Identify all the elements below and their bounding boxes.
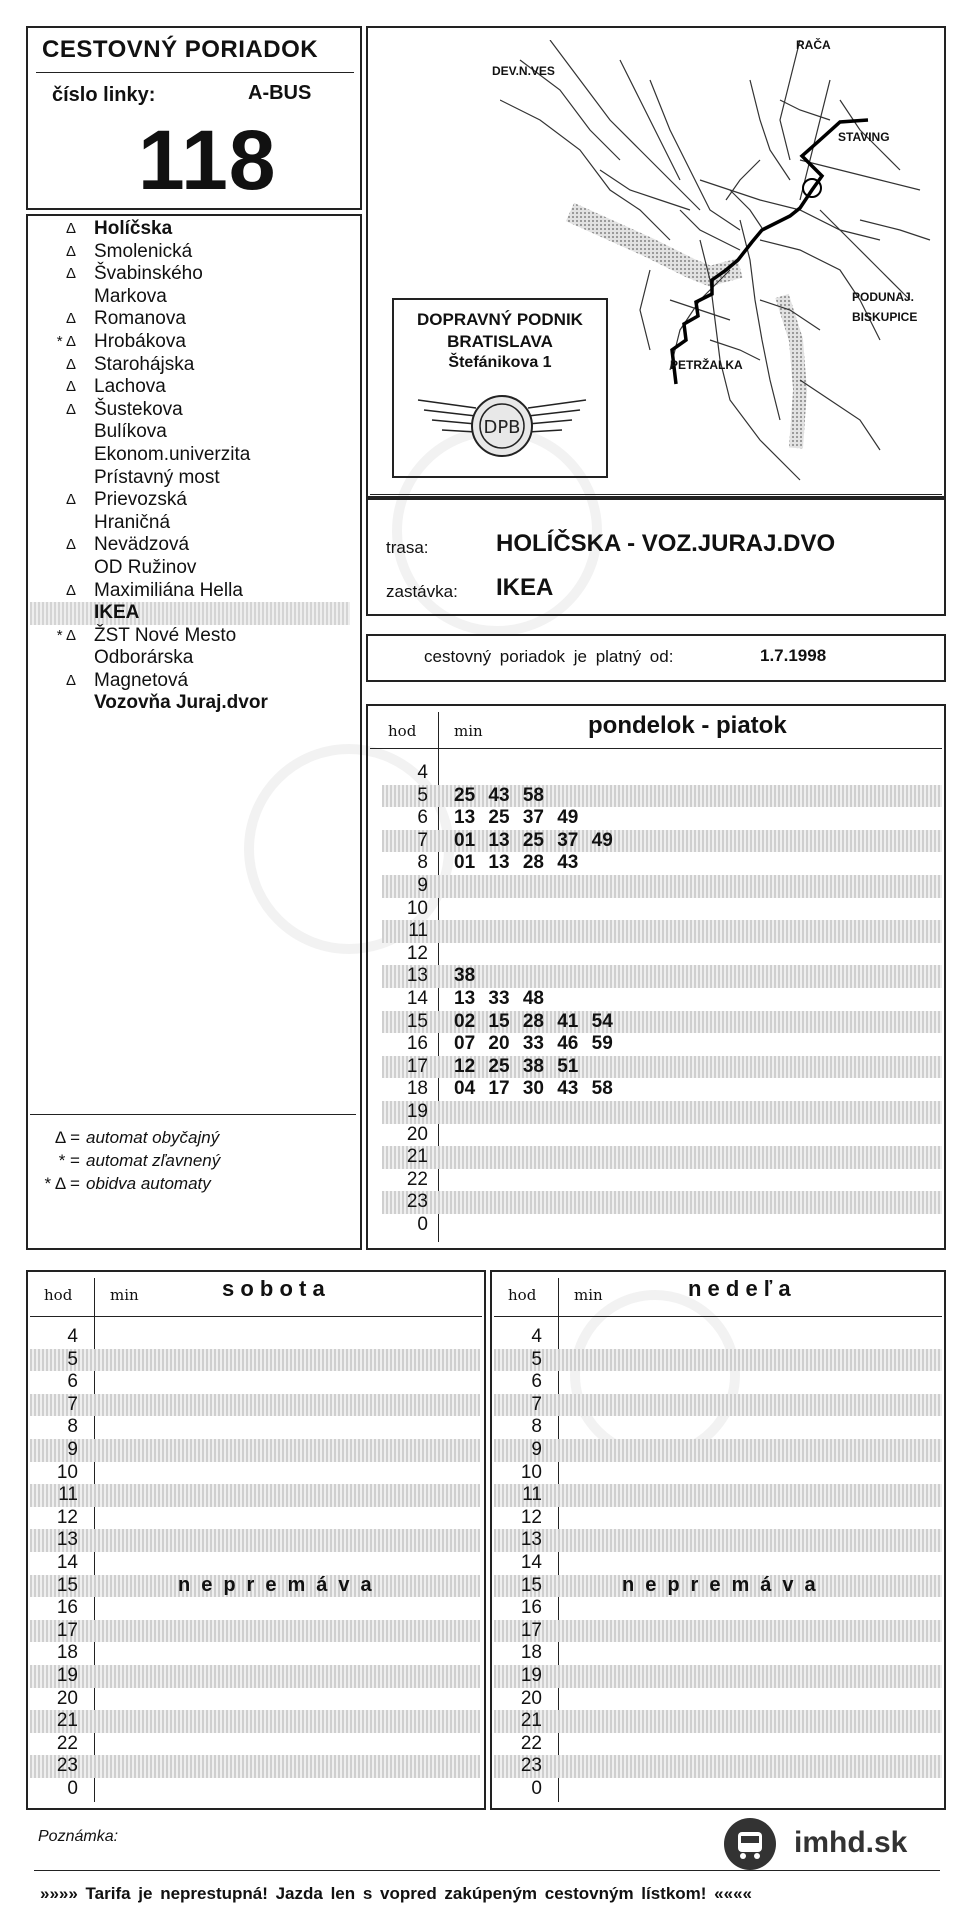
timetable-row bbox=[494, 1710, 942, 1733]
hour-cell: 6 bbox=[531, 1371, 542, 1393]
stop-name: Šustekova bbox=[94, 398, 183, 420]
weekday-head-line bbox=[370, 748, 942, 749]
timetable-row bbox=[494, 1484, 942, 1507]
header-divider bbox=[36, 72, 354, 73]
stop-symbol: Δ bbox=[65, 310, 76, 328]
timetable-row bbox=[494, 1755, 942, 1778]
stop-value: IKEA bbox=[496, 574, 554, 601]
timetable-row bbox=[382, 875, 942, 898]
timetable-row bbox=[494, 1326, 942, 1349]
stop-name: Markova bbox=[94, 285, 167, 307]
company-city: BRATISLAVA bbox=[447, 332, 553, 351]
hour-cell: 22 bbox=[56, 1732, 78, 1754]
sunday-min-label: min bbox=[574, 1286, 603, 1304]
stop-item bbox=[30, 331, 350, 354]
stop-item bbox=[30, 692, 350, 715]
timetable-row bbox=[382, 920, 942, 943]
hour-cell: 18 bbox=[56, 1642, 78, 1664]
stop-symbol: Δ bbox=[65, 220, 76, 237]
hour-cell: 20 bbox=[406, 1123, 428, 1145]
stop-symbol: * Δ bbox=[56, 332, 76, 350]
validity-label: cestovný poriadok je platný od: bbox=[424, 647, 674, 666]
hour-cell: 17 bbox=[56, 1619, 78, 1641]
stop-name: IKEA bbox=[94, 602, 140, 624]
hour-cell: 10 bbox=[406, 897, 428, 919]
stop-item bbox=[30, 354, 350, 377]
timetable-row bbox=[494, 1529, 942, 1552]
hour-cell: 0 bbox=[67, 1778, 78, 1799]
timetable-row bbox=[494, 1439, 942, 1462]
hour-cell: 7 bbox=[417, 829, 428, 851]
timetable-row bbox=[494, 1371, 942, 1394]
stop-name: Maximiliána Hella bbox=[94, 579, 243, 601]
weekday-min-label: min bbox=[454, 722, 483, 740]
hour-cell: 8 bbox=[531, 1416, 542, 1438]
stop-name: Lachova bbox=[94, 376, 166, 398]
stop-item bbox=[30, 467, 350, 490]
timetable-row bbox=[30, 1688, 480, 1711]
stop-symbol: Δ bbox=[65, 242, 76, 260]
map-label-podunaj: PODUNAJ. bbox=[852, 290, 915, 304]
river-branch bbox=[782, 296, 800, 448]
timetable-row bbox=[382, 762, 942, 785]
company-box bbox=[392, 298, 608, 478]
timetable-row bbox=[382, 1169, 942, 1192]
hour-cell: 23 bbox=[406, 1191, 428, 1213]
legend-divider bbox=[30, 1114, 356, 1115]
hour-cell: 21 bbox=[520, 1710, 542, 1732]
hour-cell: 4 bbox=[67, 1326, 78, 1347]
map-divider bbox=[370, 494, 942, 495]
minutes-cell: 04 17 30 43 58 bbox=[454, 1078, 613, 1100]
timetable-row bbox=[494, 1642, 942, 1665]
timetable-row bbox=[30, 1462, 480, 1485]
map-label-biskupice: BISKUPICE bbox=[852, 310, 918, 324]
hour-cell: 12 bbox=[520, 1506, 542, 1528]
hour-cell: 20 bbox=[520, 1687, 542, 1709]
stop-symbol: Δ bbox=[65, 355, 76, 373]
timetable-row bbox=[30, 1416, 480, 1439]
timetable-row bbox=[494, 1688, 942, 1711]
hour-cell: 16 bbox=[56, 1597, 78, 1619]
stop-symbol: Δ bbox=[65, 491, 76, 509]
route-value: HOLÍČSKA - VOZ.JURAJ.DVO bbox=[496, 530, 836, 557]
company-logo bbox=[414, 386, 590, 466]
brand-name: imhd.sk bbox=[794, 1826, 908, 1859]
stop-name: Švabinského bbox=[94, 263, 203, 285]
stop-item bbox=[30, 602, 350, 625]
timetable-row bbox=[494, 1733, 942, 1756]
stop-symbol: Δ bbox=[65, 400, 76, 418]
stop-item bbox=[30, 534, 350, 557]
hour-cell: 8 bbox=[67, 1416, 78, 1438]
hour-cell: 4 bbox=[531, 1326, 542, 1347]
stop-item bbox=[30, 376, 350, 399]
timetable-row bbox=[494, 1620, 942, 1643]
stop-item bbox=[30, 557, 350, 580]
line-number: 118 bbox=[138, 113, 277, 207]
timetable-row bbox=[494, 1665, 942, 1688]
legend-item bbox=[40, 1126, 220, 1149]
stop-name: Ekonom.univerzita bbox=[94, 443, 251, 465]
timetable-row bbox=[382, 1124, 942, 1147]
stop-name: OD Ružinov bbox=[94, 556, 197, 578]
river bbox=[570, 212, 740, 276]
stop-name: Hraničná bbox=[94, 511, 171, 533]
brand[interactable] bbox=[722, 1816, 942, 1872]
stop-item bbox=[30, 218, 350, 241]
stop-name: Starohájska bbox=[94, 353, 195, 375]
stop-name: Romanova bbox=[94, 308, 186, 330]
timetable-row bbox=[30, 1484, 480, 1507]
hour-cell: 22 bbox=[520, 1732, 542, 1754]
hour-cell: 12 bbox=[56, 1506, 78, 1528]
legend-text: obidva automaty bbox=[86, 1174, 211, 1193]
hour-cell: 20 bbox=[56, 1687, 78, 1709]
legend-text: automat obyčajný bbox=[86, 1128, 220, 1147]
map-label-dev: DEV.N.VES bbox=[492, 64, 555, 78]
company-name: DOPRAVNÝ PODNIK bbox=[417, 310, 583, 329]
sunday-head-line bbox=[494, 1316, 942, 1317]
timetable-row bbox=[30, 1326, 480, 1349]
minutes-cell: 01 13 28 43 bbox=[454, 852, 579, 874]
minutes-cell: 02 15 28 41 54 bbox=[454, 1010, 613, 1032]
hour-cell: 6 bbox=[67, 1371, 78, 1393]
stop-name: Nevädzová bbox=[94, 534, 190, 556]
hour-cell: 17 bbox=[406, 1055, 428, 1077]
route-box bbox=[366, 498, 946, 616]
saturday-min-label: min bbox=[110, 1286, 139, 1304]
timetable-row bbox=[30, 1349, 480, 1372]
hour-cell: 9 bbox=[67, 1439, 78, 1460]
note-label: Poznámka: bbox=[38, 1828, 119, 1845]
hour-cell: 11 bbox=[58, 1484, 78, 1506]
minutes-cell: 38 bbox=[454, 965, 476, 987]
weekday-hod-label: hod bbox=[388, 722, 417, 740]
legend-text: automat zľavnený bbox=[86, 1151, 221, 1170]
hour-cell: 14 bbox=[406, 988, 428, 1009]
timetable-row bbox=[30, 1597, 480, 1620]
stop-item bbox=[30, 580, 350, 603]
hour-cell: 22 bbox=[406, 1168, 428, 1190]
hour-cell: 8 bbox=[417, 852, 428, 874]
stop-symbol: Δ bbox=[65, 265, 76, 283]
hour-cell: 19 bbox=[406, 1101, 428, 1122]
timetable-row bbox=[30, 1710, 480, 1733]
hour-cell: 5 bbox=[417, 784, 428, 806]
hour-cell: 23 bbox=[56, 1755, 78, 1777]
company-address: Štefánikova 1 bbox=[448, 354, 552, 371]
hour-cell: 9 bbox=[531, 1439, 542, 1460]
map-label-staving: STAVING bbox=[838, 130, 890, 144]
hour-cell: 18 bbox=[406, 1078, 428, 1100]
legend-symbol: * Δ = bbox=[44, 1174, 80, 1193]
hour-cell: 21 bbox=[56, 1710, 78, 1732]
hour-cell: 17 bbox=[520, 1619, 542, 1641]
hour-cell: 19 bbox=[520, 1665, 542, 1686]
timetable-row bbox=[494, 1597, 942, 1620]
stop-item bbox=[30, 286, 350, 309]
stop-name: Bulíkova bbox=[94, 421, 167, 443]
hour-cell: 7 bbox=[531, 1393, 542, 1415]
hour-cell: 7 bbox=[67, 1393, 78, 1415]
legend-item bbox=[40, 1172, 220, 1195]
stop-name: Hrobákova bbox=[94, 330, 186, 352]
stop-item bbox=[30, 263, 350, 286]
hour-cell: 9 bbox=[417, 875, 428, 896]
hour-cell: 5 bbox=[531, 1348, 542, 1370]
timetable-row bbox=[494, 1349, 942, 1372]
timetable-row bbox=[494, 1462, 942, 1485]
hour-cell: 15 bbox=[56, 1574, 78, 1596]
saturday-head-line bbox=[30, 1316, 482, 1317]
hour-cell: 19 bbox=[56, 1665, 78, 1686]
timetable-row bbox=[382, 898, 942, 921]
hour-cell: 6 bbox=[417, 807, 428, 829]
hour-cell: 4 bbox=[417, 762, 428, 783]
timetable-row bbox=[382, 943, 942, 966]
stop-item bbox=[30, 399, 350, 422]
stop-item bbox=[30, 625, 350, 648]
legend-symbol: Δ = bbox=[54, 1128, 80, 1147]
footer-line bbox=[34, 1870, 940, 1871]
stop-label: zastávka: bbox=[386, 582, 458, 601]
hour-cell: 18 bbox=[520, 1642, 542, 1664]
minutes-cell: 25 43 58 bbox=[454, 784, 544, 806]
saturday-no-service: nepremáva bbox=[178, 1574, 383, 1596]
line-label: číslo linky: bbox=[52, 84, 156, 106]
stop-name: Holíčska bbox=[94, 218, 173, 239]
hour-cell: 15 bbox=[520, 1574, 542, 1596]
stop-name: ŽST Nové Mesto bbox=[94, 624, 237, 646]
hour-cell: 10 bbox=[56, 1461, 78, 1483]
map-label-petrzalka: PETRŽALKA bbox=[670, 358, 743, 372]
footer-notice: »»»» Tarifa je neprestupná! Jazda len s vopred zakúpeným cestovným lístkom! «««« bbox=[40, 1884, 753, 1903]
stop-item bbox=[30, 444, 350, 467]
timetable-row bbox=[494, 1507, 942, 1530]
saturday-hod-label: hod bbox=[44, 1286, 73, 1304]
stop-symbol: Δ bbox=[65, 378, 76, 396]
validity-date: 1.7.1998 bbox=[760, 646, 827, 665]
hour-cell: 11 bbox=[408, 920, 428, 942]
stop-name: Smolenická bbox=[94, 240, 193, 262]
stop-name: Vozovňa Juraj.dvor bbox=[94, 692, 268, 714]
stop-name: Odborárska bbox=[94, 647, 194, 669]
timetable-row bbox=[30, 1733, 480, 1756]
stop-name: Prístavný most bbox=[94, 466, 220, 488]
hour-cell: 12 bbox=[406, 942, 428, 964]
route-line bbox=[672, 120, 868, 384]
timetable-row bbox=[382, 1146, 942, 1169]
hour-cell: 23 bbox=[520, 1755, 542, 1777]
hour-cell: 10 bbox=[520, 1461, 542, 1483]
hour-cell: 21 bbox=[406, 1146, 428, 1168]
minutes-cell: 13 33 48 bbox=[454, 988, 544, 1009]
company-logo-text: DPB bbox=[483, 417, 521, 438]
stop-name: Prievozská bbox=[94, 489, 187, 511]
legend-item bbox=[40, 1149, 220, 1172]
sunday-hod-label: hod bbox=[508, 1286, 537, 1304]
minutes-cell: 07 20 33 46 59 bbox=[454, 1033, 613, 1055]
hour-cell: 0 bbox=[417, 1214, 428, 1235]
timetable-row bbox=[30, 1507, 480, 1530]
timetable-row bbox=[494, 1416, 942, 1439]
hour-cell: 14 bbox=[520, 1552, 542, 1573]
hour-cell: 0 bbox=[531, 1778, 542, 1799]
hour-cell: 15 bbox=[406, 1010, 428, 1032]
timetable-row bbox=[494, 1394, 942, 1417]
hour-cell: 16 bbox=[520, 1597, 542, 1619]
hour-cell: 13 bbox=[520, 1529, 542, 1551]
hour-cell: 13 bbox=[56, 1529, 78, 1551]
timetable-row bbox=[30, 1371, 480, 1394]
weekday-title: pondelok - piatok bbox=[588, 712, 787, 739]
stop-item bbox=[30, 670, 350, 693]
timetable-row bbox=[30, 1620, 480, 1643]
timetable-row bbox=[30, 1552, 480, 1575]
bus-logo-icon bbox=[722, 1816, 782, 1872]
stop-symbol: Δ bbox=[65, 671, 76, 689]
timetable-row bbox=[382, 1101, 942, 1124]
timetable-row bbox=[30, 1394, 480, 1417]
stop-symbol: * Δ bbox=[56, 626, 76, 644]
hour-cell: 5 bbox=[67, 1348, 78, 1370]
minutes-cell: 01 13 25 37 49 bbox=[454, 829, 613, 851]
timetable-row bbox=[30, 1755, 480, 1778]
hour-cell: 14 bbox=[56, 1552, 78, 1573]
map-label-raca: RAČA bbox=[796, 38, 831, 52]
sunday-title: n e d e ľ a bbox=[688, 1276, 791, 1301]
sunday-no-service: nepremáva bbox=[622, 1574, 827, 1596]
timetable-row bbox=[382, 1214, 942, 1237]
timetable-title: CESTOVNÝ PORIADOK bbox=[42, 36, 319, 63]
legend bbox=[40, 1126, 220, 1195]
stop-item bbox=[30, 241, 350, 264]
route-label: trasa: bbox=[386, 538, 429, 557]
stop-item bbox=[30, 308, 350, 331]
stop-item bbox=[30, 489, 350, 512]
timetable-row bbox=[494, 1778, 942, 1801]
stop-symbol: Δ bbox=[65, 581, 76, 599]
stop-item bbox=[30, 421, 350, 444]
stop-symbol: Δ bbox=[65, 536, 76, 554]
timetable-row bbox=[30, 1529, 480, 1552]
timetable-row bbox=[382, 1191, 942, 1214]
stop-name: Magnetová bbox=[94, 669, 189, 691]
stop-item bbox=[30, 647, 350, 670]
minutes-cell: 12 25 38 51 bbox=[454, 1055, 579, 1077]
line-type: A-BUS bbox=[248, 82, 312, 104]
hour-cell: 11 bbox=[522, 1484, 542, 1506]
timetable-row bbox=[30, 1778, 480, 1801]
timetable-row bbox=[30, 1665, 480, 1688]
legend-symbol: * = bbox=[58, 1151, 80, 1170]
timetable-row bbox=[30, 1642, 480, 1665]
timetable-row bbox=[494, 1552, 942, 1575]
stop-item bbox=[30, 512, 350, 535]
hour-cell: 13 bbox=[406, 965, 428, 987]
stop-list bbox=[30, 218, 350, 715]
hour-cell: 16 bbox=[406, 1033, 428, 1055]
timetable-row bbox=[30, 1439, 480, 1462]
saturday-title: s o b o t a bbox=[222, 1276, 325, 1301]
minutes-cell: 13 25 37 49 bbox=[454, 807, 579, 829]
